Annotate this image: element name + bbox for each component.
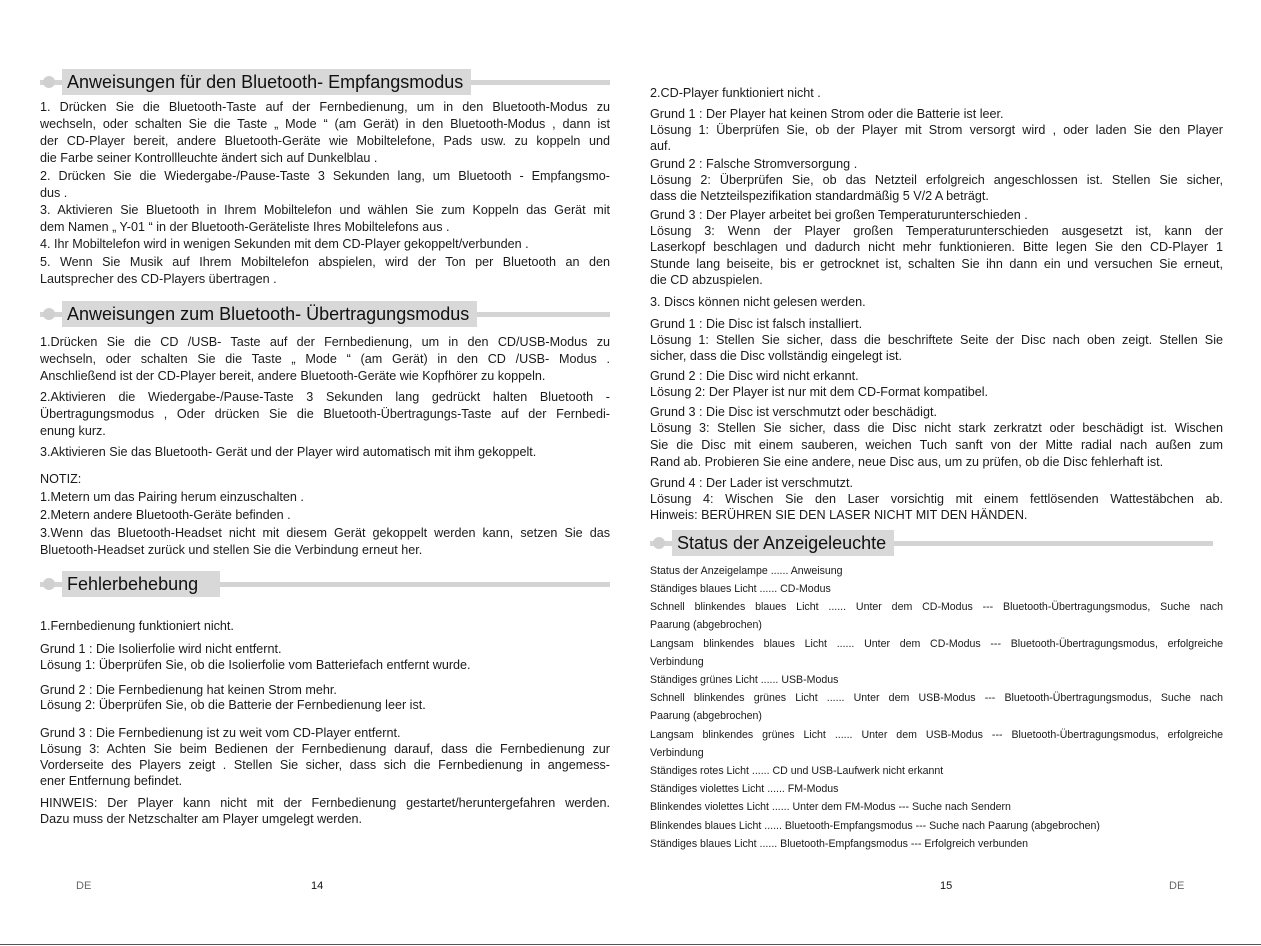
paragraph-line: Anschließend ist der CD-Player bereit, andere Bluetooth-Geräte wie Kopfhörer zu koppeln. <box>40 369 546 383</box>
bullet-circle-icon <box>43 76 55 88</box>
paragraph-line: Vorderseite des Players zeigt . Stellen Sie sicher, dass sich die Fernbedienung in angemess- <box>40 758 610 772</box>
section-heading-indicator-status <box>650 530 1213 556</box>
footer-language: DE <box>1169 880 1185 892</box>
paragraph-line: wechseln, oder schalten Sie die Taste „ Mode “ (am Gerät) in den CD /USB- Modus . <box>40 352 610 366</box>
status-line: Blinkendes blaues Licht ...... Bluetooth-Empfangsmodus --- Suche nach Paarung (abgebrochen) <box>650 820 1100 832</box>
status-line: Ständiges blaues Licht ...... CD-Modus <box>650 583 831 595</box>
bullet-circle-icon <box>43 578 55 590</box>
paragraph-line: Dazu muss der Netzschalter am Player umgelegt werden. <box>40 812 362 826</box>
status-line: Ständiges grünes Licht ...... USB-Modus <box>650 674 839 686</box>
bottom-border-line <box>0 944 1261 945</box>
paragraph-line: 2.Aktivieren die Wiedergabe-/Pause-Taste 3 Sekunden lang gedrückt halten Bluetooth - <box>40 390 610 404</box>
heading-label: Status der Anzeigeleuchte <box>672 530 894 556</box>
paragraph-line: Grund 1 : Die Isolierfolie wird nicht entfernt. <box>40 642 282 656</box>
status-line: Verbindung <box>650 747 704 759</box>
paragraph-line: 3.Wenn das Bluetooth-Headset nicht mit diesem Gerät gekoppelt werden kann, setzen Sie das <box>40 526 610 540</box>
paragraph-line: dass die Netzteilspezifikation standardmäßig 5 V/2 A beträgt. <box>650 189 989 203</box>
status-line: Schnell blinkendes blaues Licht ...... Unter dem CD-Modus --- Bluetooth-Übertragungsmodus, Suche nach <box>650 601 1223 613</box>
paragraph-line: Lösung 3: Stellen Sie sicher, dass die Disc nicht stark zerkratzt oder beschädigt ist. Wischen <box>650 421 1223 435</box>
status-line: Langsam blinkendes blaues Licht ...... Unter dem CD-Modus --- Bluetooth-Übertragungsmodus, erfolgreiche <box>650 638 1223 650</box>
paragraph-line: Grund 4 : Der Lader ist verschmutzt. <box>650 476 853 490</box>
paragraph-line: 3. Aktivieren Sie Bluetooth in Ihrem Mobiltelefon und wählen Sie zum Koppeln das Gerät mit <box>40 203 610 217</box>
status-line: Paarung (abgebrochen) <box>650 710 762 722</box>
bullet-circle-icon <box>653 537 665 549</box>
paragraph-line: enung kurz. <box>40 424 106 438</box>
paragraph-line: Grund 2 : Falsche Stromversorgung . <box>650 157 858 171</box>
paragraph-line: die Farbe seiner Kontrollleuchte ändert sich auf Dunkelblau . <box>40 151 378 165</box>
paragraph-line: Lösung 2: Überprüfen Sie, ob das Netzteil erfolgreich angeschlossen ist. Stellen Sie sicher, <box>650 173 1223 187</box>
status-line: Ständiges violettes Licht ...... FM-Modus <box>650 783 839 795</box>
paragraph-line: Grund 1 : Der Player hat keinen Strom oder die Batterie ist leer. <box>650 107 1004 121</box>
paragraph-line: 5. Wenn Sie Musik auf Ihrem Mobiltelefon abspielen, wird der Ton per Bluetooth an den <box>40 255 610 269</box>
paragraph-line: 2. Drücken Sie die Wiedergabe-/Pause-Taste 3 Sekunden lang, um Bluetooth - Empfangsmo- <box>40 169 610 183</box>
paragraph-line: Übertragungsmodus , Oder drücken Sie die Bluetooth-Übertragungs-Taste auf der Fernbedi- <box>40 407 610 421</box>
paragraph-line: HINWEIS: Der Player kann nicht mit der Fernbedienung gestartet/heruntergefahren werden. <box>40 796 610 810</box>
paragraph-line: 1.Metern um das Pairing herum einzuschalten . <box>40 490 304 504</box>
paragraph-line: 1.Fernbedienung funktioniert nicht. <box>40 619 234 633</box>
section-heading-troubleshooting <box>40 571 610 597</box>
paragraph-line: Lösung 2: Der Player ist nur mit dem CD-Format kompatibel. <box>650 385 989 399</box>
page-number: 15 <box>940 880 953 892</box>
paragraph-line: wechseln, oder schalten Sie die Taste „ Mode “ (am Gerät) in den Bluetooth-Modus , dann ist <box>40 117 610 131</box>
status-line: Schnell blinkendes grünes Licht ...... Unter dem USB-Modus --- Bluetooth-Übertragungsmodus, Suche nach <box>650 692 1223 704</box>
paragraph-line: Grund 1 : Die Disc ist falsch installiert. <box>650 317 863 331</box>
paragraph-line: 2.Metern andere Bluetooth-Geräte befinden . <box>40 508 291 522</box>
paragraph-line: ener Entfernung befindet. <box>40 774 183 788</box>
heading-label: Anweisungen für den Bluetooth- Empfangsmodus <box>62 69 471 95</box>
paragraph-line: Hinweis: BERÜHREN SIE DEN LASER NICHT MIT DEN HÄNDEN. <box>650 508 1028 522</box>
paragraph-line: Bluetooth-Headset zurück und stellen Sie die Verbindung erneut her. <box>40 543 423 557</box>
paragraph-line: Lösung 4: Wischen Sie den Laser vorsichtig mit einem fettlösenden Wattestäbchen ab. <box>650 492 1223 506</box>
paragraph-line: Sie die Disc mit einem sauberen, weichen Tuch sanft von der Mitte radial nach außen zum <box>650 438 1223 452</box>
paragraph-line: sicher, dass die Disc vollständig eingelegt ist. <box>650 349 903 363</box>
paragraph-line: Lautsprecher des CD-Players übertragen . <box>40 272 277 286</box>
paragraph-line: Lösung 1: Überprüfen Sie, ob der Player mit Strom versorgt wird , oder laden Sie den Player <box>650 123 1223 137</box>
heading-label: Anweisungen zum Bluetooth- Übertragungsmodus <box>62 301 477 327</box>
note-heading: NOTIZ: <box>40 472 82 486</box>
paragraph-line: 4. Ihr Mobiltelefon wird in wenigen Sekunden mit dem CD-Player gekoppelt/verbunden . <box>40 237 529 251</box>
paragraph-line: die CD abzuspielen. <box>650 273 763 287</box>
paragraph-line: Stunde lang beiseite, bis er getrocknet ist, schalten Sie ihn dann ein und versuchen Sie erneut, <box>650 257 1223 271</box>
paragraph-line: Grund 2 : Die Disc wird nicht erkannt. <box>650 369 859 383</box>
page-number: 14 <box>311 880 324 892</box>
status-line: Langsam blinkendes grünes Licht ...... Unter dem USB-Modus --- Bluetooth-Übertragungsmodus, erfolgreiche <box>650 729 1223 741</box>
paragraph-line: Laserkopf beschlagen und dadurch nicht mehr funktionieren. Bitte legen Sie den CD-Player 1 <box>650 240 1223 254</box>
paragraph-line: auf. <box>650 139 672 153</box>
status-line: Status der Anzeigelampe ...... Anweisung <box>650 565 843 577</box>
paragraph-line: Lösung 2: Überprüfen Sie, ob die Batterie der Fernbedienung leer ist. <box>40 698 426 712</box>
status-line: Ständiges rotes Licht ...... CD und USB-Laufwerk nicht erkannt <box>650 765 944 777</box>
paragraph-line: dus . <box>40 186 68 200</box>
paragraph-line: 2.CD-Player funktioniert nicht . <box>650 86 821 100</box>
section-heading-bluetooth-receive <box>40 69 610 95</box>
footer-language: DE <box>76 880 92 892</box>
paragraph-line: Rand ab. Probieren Sie eine andere, neue Disc aus, um zu prüfen, ob die Disc fehlerhaft ist. <box>650 455 1164 469</box>
paragraph-line: 1. Drücken Sie die Bluetooth-Taste auf der Fernbedienung, um in den Bluetooth-Modus zu <box>40 100 610 114</box>
status-line: Ständiges blaues Licht ...... Bluetooth-Empfangsmodus --- Erfolgreich verbunden <box>650 838 1029 850</box>
paragraph-line: dem Namen „ Y-01 “ in der Bluetooth-Geräteliste Ihres Mobiltelefons aus . <box>40 220 450 234</box>
paragraph-line: 3. Discs können nicht gelesen werden. <box>650 295 866 309</box>
status-line: Paarung (abgebrochen) <box>650 619 762 631</box>
paragraph-line: Lösung 1: Überprüfen Sie, ob die Isolierfolie vom Batteriefach entfernt wurde. <box>40 658 471 672</box>
bullet-circle-icon <box>43 308 55 320</box>
paragraph-line: Grund 3 : Der Player arbeitet bei großen Temperaturunterschieden . <box>650 208 1028 222</box>
paragraph-line: Grund 2 : Die Fernbedienung hat keinen Strom mehr. <box>40 683 337 697</box>
paragraph-line: der CD-Player bereit, andere Bluetooth-Geräte wie Mobiltelefone, Pads usw. zu koppeln und <box>40 134 610 148</box>
paragraph-line: Grund 3 : Die Disc ist verschmutzt oder beschädigt. <box>650 405 937 419</box>
paragraph-line: Lösung 3: Wenn der Player großen Temperaturunterschieden ausgesetzt ist, kann der <box>650 224 1223 238</box>
paragraph-line: Lösung 1: Stellen Sie sicher, dass die beschriftete Seite der Disc nach oben zeigt. Stellen Sie <box>650 333 1223 347</box>
paragraph-line: Grund 3 : Die Fernbedienung ist zu weit vom CD-Player entfernt. <box>40 726 401 740</box>
paragraph-line: 1.Drücken Sie die CD /USB- Taste auf der Fernbedienung, um in den CD/USB-Modus zu <box>40 335 610 349</box>
heading-label: Fehlerbehebung <box>62 571 220 597</box>
status-line: Verbindung <box>650 656 704 668</box>
paragraph-line: 3.Aktivieren Sie das Bluetooth- Gerät und der Player wird automatisch mit ihm gekoppelt. <box>40 445 537 459</box>
status-line: Blinkendes violettes Licht ...... Unter dem FM-Modus --- Suche nach Sendern <box>650 801 1011 813</box>
paragraph-line: Lösung 3: Achten Sie beim Bedienen der Fernbedienung darauf, dass die Fernbedienung zur <box>40 742 610 756</box>
section-heading-bluetooth-transmit <box>40 301 610 327</box>
